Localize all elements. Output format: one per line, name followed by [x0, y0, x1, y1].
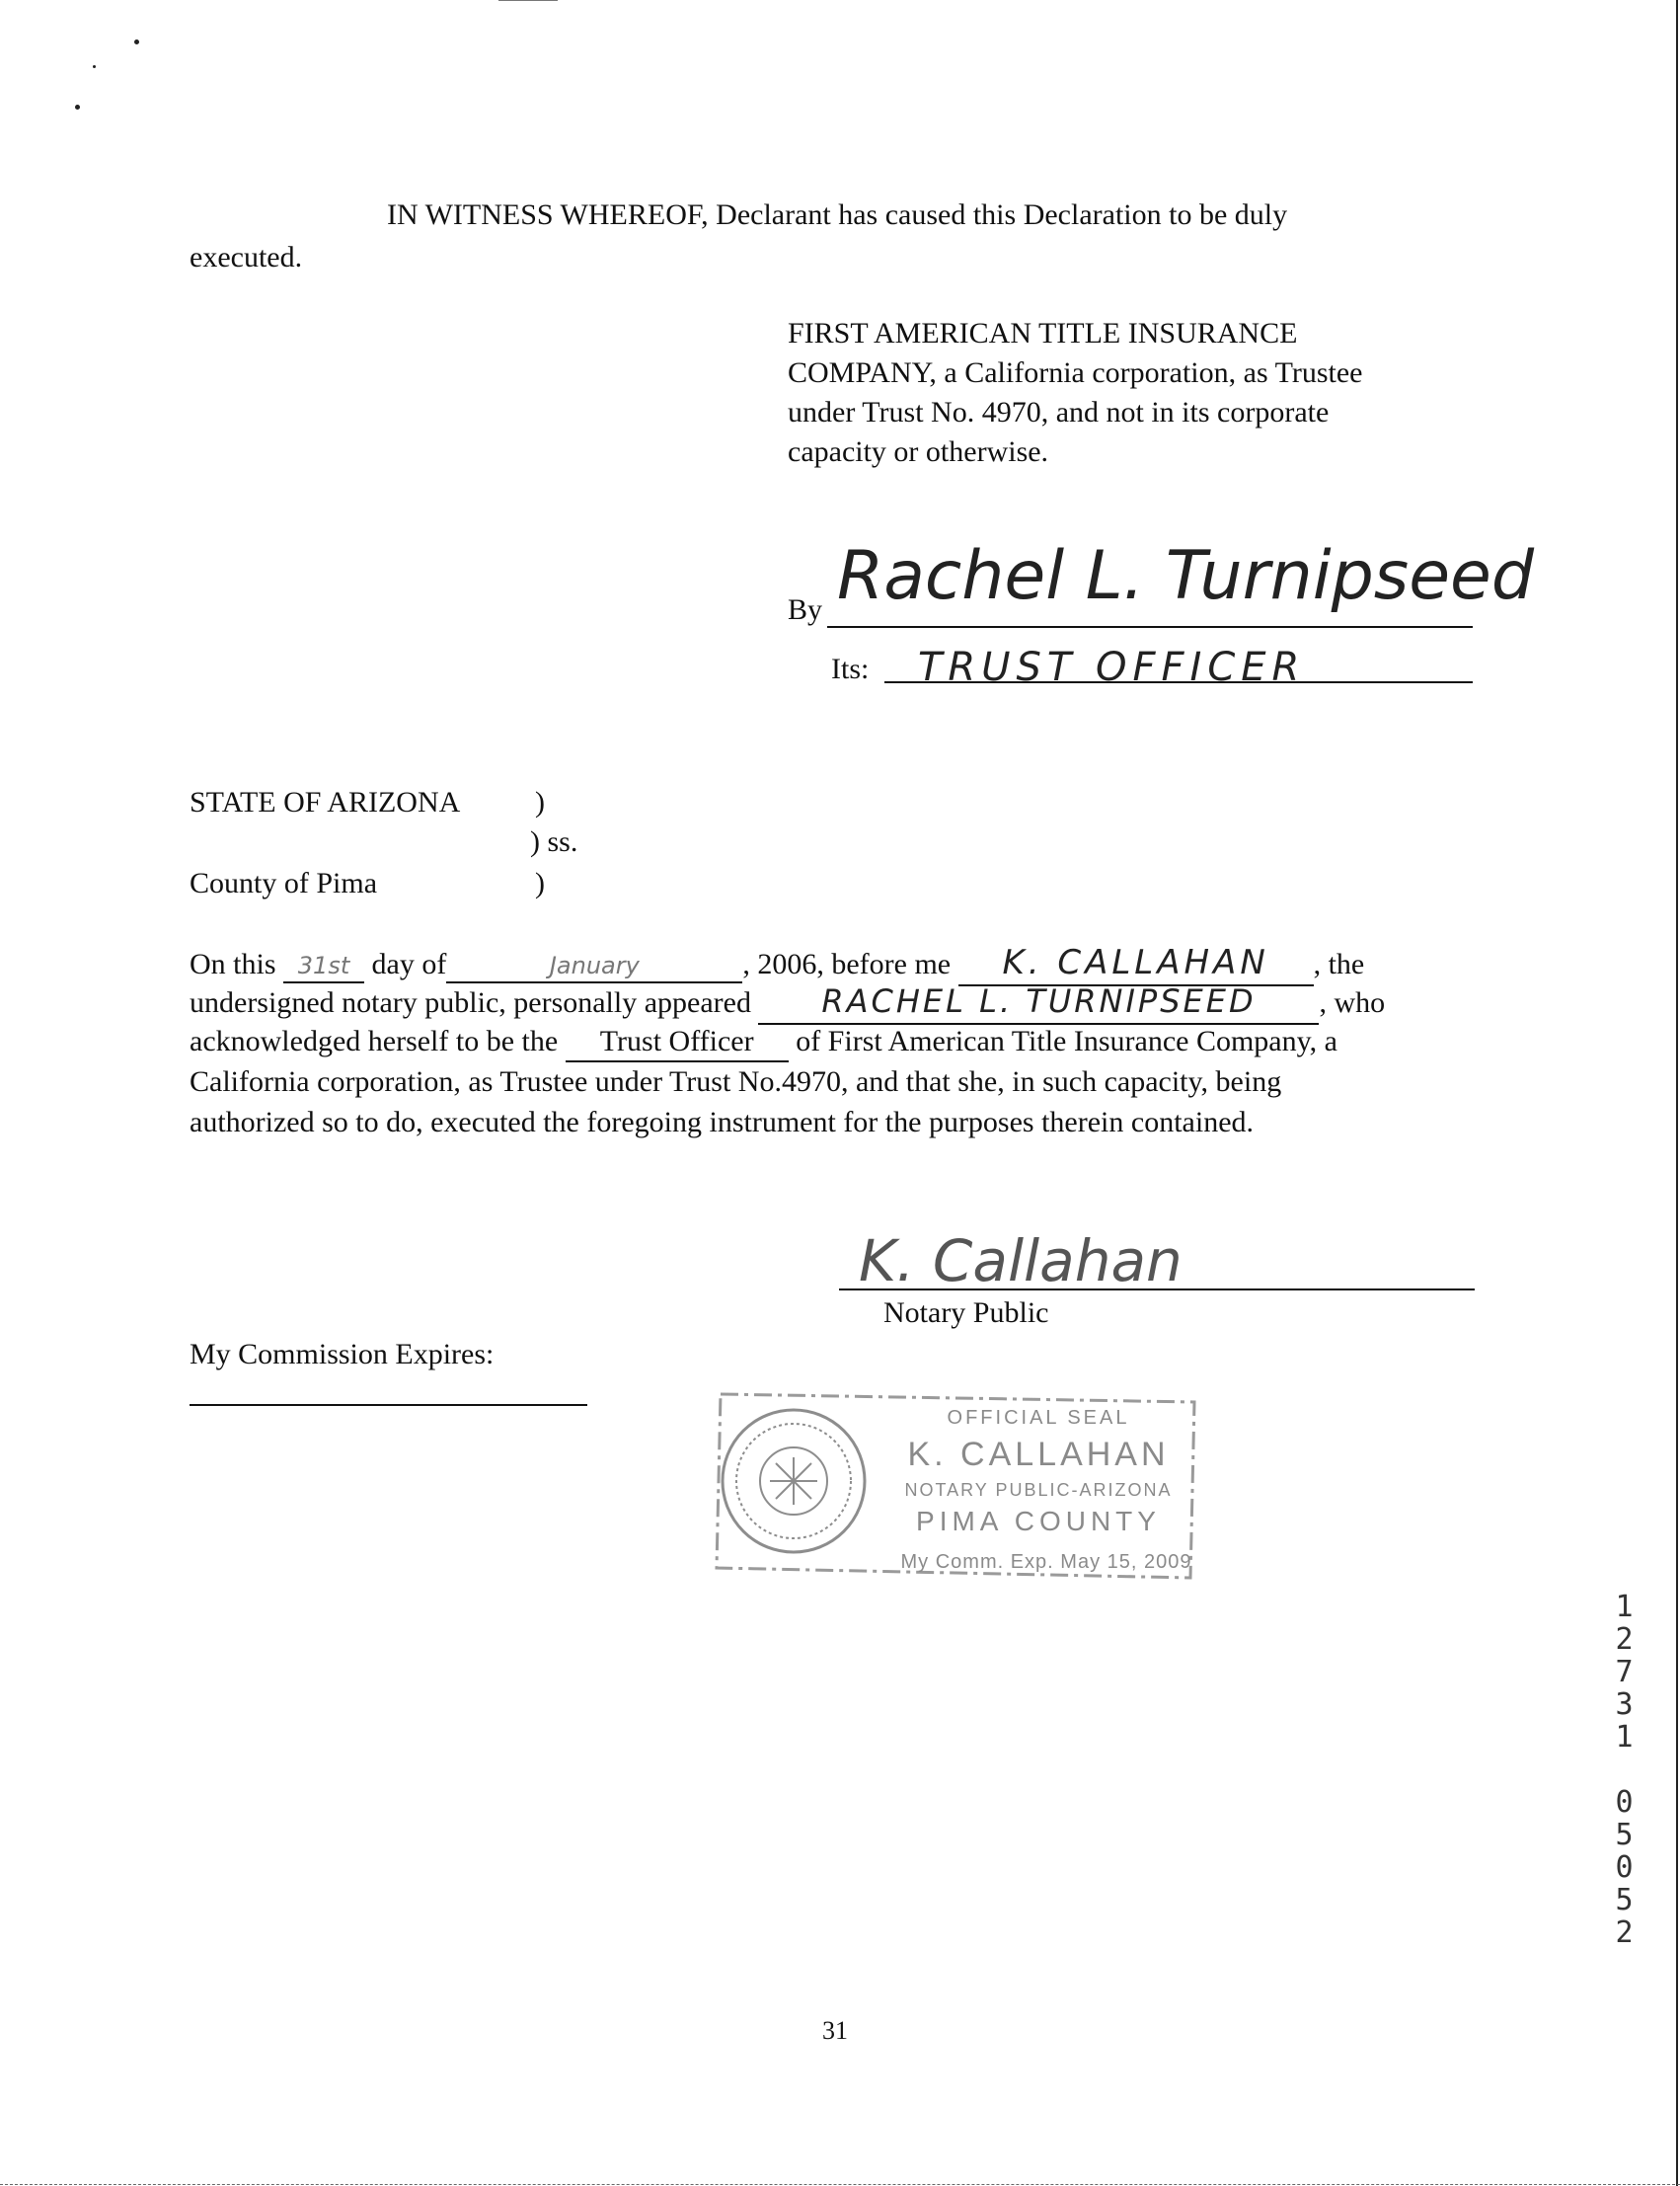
ack-on-this: On this	[190, 948, 276, 980]
ack-the: , the	[1313, 948, 1365, 980]
ack-year: , 2006, before me	[742, 948, 952, 980]
ack-line5: authorized so to do, executed the foregoing instrument for the purposes therein contained.	[190, 1106, 1255, 1138]
scan-edge-right	[1676, 0, 1678, 2186]
seal-line2: K. CALLAHAN	[907, 1436, 1170, 1473]
month-field: January	[446, 951, 742, 983]
scan-edge-bottom	[0, 2184, 1680, 2185]
day-field: 31st	[283, 951, 364, 983]
seal-line5: My Comm. Exp. May 15, 2009	[900, 1551, 1192, 1573]
ack-acknowledged-post: of First American Title Insurance Company, a	[796, 1025, 1337, 1057]
venue-paren-top: )	[535, 786, 545, 819]
notary-name-field: K. CALLAHAN	[958, 941, 1314, 986]
its-label: Its:	[831, 653, 870, 685]
its-title-handwriting: TRUST OFFICER	[918, 645, 1306, 690]
page-number: 31	[822, 2016, 848, 2045]
seal-line1: OFFICIAL SEAL	[947, 1407, 1130, 1429]
signatory-line: COMPANY, a California corporation, as Trustee	[788, 356, 1363, 389]
notary-signature: K. Callahan	[859, 1227, 1183, 1294]
title-field: Trust Officer	[566, 1022, 789, 1062]
county-label: County of Pima	[190, 867, 378, 899]
by-label: By	[788, 593, 823, 626]
commission-expires-label: My Commission Expires:	[190, 1338, 495, 1370]
ack-undersigned: undersigned notary public, personally appeared	[190, 986, 751, 1019]
seal-emblem-icon	[723, 1410, 865, 1552]
scan-speck	[75, 105, 80, 110]
witness-clause-line1: IN WITNESS WHEREOF, Declarant has caused this Declaration to be duly	[387, 198, 1288, 231]
notary-public-label: Notary Public	[883, 1296, 1049, 1329]
signature-line	[827, 626, 1473, 628]
signatory-line: capacity or otherwise.	[788, 435, 1049, 468]
state-label: STATE OF ARIZONA	[190, 786, 461, 819]
ack-line3	[190, 1022, 1337, 1062]
ack-line1	[190, 941, 1477, 986]
ack-acknowledged-pre: acknowledged herself to be the	[190, 1025, 559, 1057]
ack-line4: California corporation, as Trustee under Trust No.4970, and that she, in such capacity, being	[190, 1065, 1282, 1098]
commission-expires-line	[190, 1404, 587, 1406]
witness-clause-line2: executed.	[190, 241, 303, 273]
official-seal-stamp	[713, 1382, 1196, 1585]
recording-number: 12731 05052	[1607, 1590, 1642, 1948]
appeared-name-field: RACHEL L. TURNIPSEED	[758, 981, 1319, 1025]
ss-label: ) ss.	[530, 825, 578, 858]
seal-line4: PIMA COUNTY	[916, 1506, 1161, 1536]
ack-line2	[190, 981, 1477, 1025]
seal-line3: NOTARY PUBLIC-ARIZONA	[904, 1480, 1173, 1500]
signatory-line: under Trust No. 4970, and not in its corporate	[788, 396, 1330, 429]
ack-day-of: day of	[371, 948, 447, 980]
ack-who: , who	[1319, 986, 1386, 1019]
scan-edge-top	[498, 0, 558, 1]
signatory-line: FIRST AMERICAN TITLE INSURANCE	[788, 317, 1298, 350]
notary-signature-line	[839, 1288, 1475, 1290]
scan-speck	[93, 65, 96, 68]
trustee-signature: Rachel L. Turnipseed	[837, 537, 1535, 615]
venue-paren-bottom: )	[535, 867, 545, 899]
scan-speck	[134, 39, 139, 44]
